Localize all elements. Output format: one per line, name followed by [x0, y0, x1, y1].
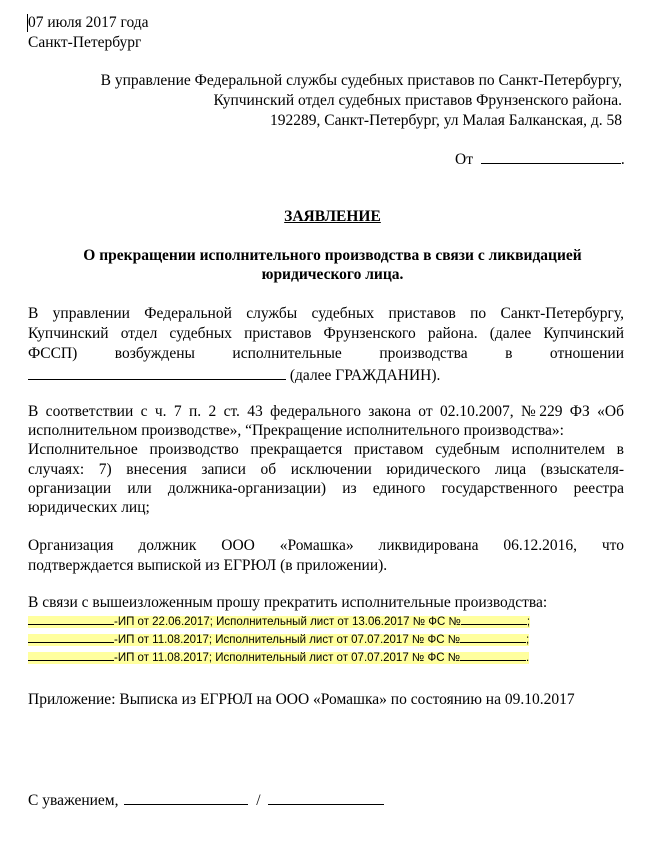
request-item: [28, 630, 529, 649]
signature-block: [28, 790, 384, 810]
writ-number-blank: [460, 649, 526, 661]
signature-name-blank: [268, 790, 384, 805]
case-number-blank: [28, 613, 114, 625]
para3-line-2: подтверждается выпиской из ЕГРЮЛ (в приложении).: [28, 557, 388, 574]
from-end: .: [620, 151, 625, 168]
request-item-end: .: [526, 652, 530, 664]
para2-line-5: организации или должника-организации) из единого государственного реестра: [28, 480, 624, 497]
para2-line-4: случаях: 7) внесения записи об исключении юридического лица (взыскателя-: [28, 461, 624, 478]
signature-separator: /: [256, 792, 261, 809]
request-item-highlight: [28, 634, 529, 646]
case-number-blank: [28, 631, 114, 643]
para1-line-1: В управлении Федеральной службы судебных приставов по Санкт-Петербургу,: [28, 305, 624, 322]
request-item-highlight: [28, 616, 530, 628]
document-title: ЗАЯВЛЕНИЕ: [284, 208, 381, 225]
subtitle-line-1: О прекращении исполнительного производства в связи с ликвидацией: [83, 247, 582, 264]
addressee-line-2: Купчинский отдел судебных приставов Фрунзенского района.: [213, 92, 622, 109]
subject-name-blank: [28, 365, 286, 380]
para2-line-3: Исполнительное производство прекращается приставом судебным исполнителем в: [28, 441, 624, 458]
addressee-line-3: 192289, Санкт-Петербург, ул Малая Балканская, д. 58: [270, 112, 622, 129]
subtitle-line-2: юридического лица.: [261, 266, 404, 283]
para2-line-6: юридических лиц;: [28, 499, 150, 516]
document-date: 07 июля 2017 года: [28, 14, 149, 31]
request-item: [28, 612, 530, 631]
document-city: Санкт-Петербург: [28, 34, 142, 51]
writ-number-blank: [460, 631, 526, 643]
from-blank: [481, 149, 621, 164]
request-item-highlight: [28, 652, 529, 664]
addressee-line-1: В управление Федеральной службы судебных приставов по Санкт-Петербургу,: [100, 72, 622, 89]
para1-line-2: Купчинский отдел судебных приставов Фрунзенского района. (далее Купчинский: [28, 325, 624, 342]
para3-line-1: Организация должник ООО «Ромашка» ликвидирована 06.12.2016, что: [28, 537, 624, 554]
para1-line-4: [28, 365, 440, 385]
case-number-blank: [28, 649, 114, 661]
from-field: [455, 149, 625, 169]
signature-blank: [124, 790, 248, 805]
request-intro: В связи с вышеизложенным прошу прекратить исполнительные производства:: [28, 594, 548, 611]
request-item-text: -ИП от 11.08.2017; Исполнительный лист от 07.07.2017 № ФС №: [114, 634, 461, 646]
para2-line-2: исполнительном производстве», “Прекращение исполнительного производства»:: [28, 422, 564, 439]
attachment-note: Приложение: Выписка из ЕГРЮЛ на ООО «Ромашка» по состоянию на 09.10.2017: [28, 691, 575, 708]
request-item-text: -ИП от 11.08.2017; Исполнительный лист от 07.07.2017 № ФС №: [114, 652, 461, 664]
para1-line-3: ФССП) возбуждены исполнительные производства в отношении: [28, 345, 624, 362]
request-item: [28, 648, 529, 667]
request-item-end: ;: [526, 616, 531, 628]
writ-number-blank: [461, 613, 527, 625]
from-label: От: [455, 151, 473, 168]
request-item-text: -ИП от 22.06.2017; Исполнительный лист от 13.06.2017 № ФС №: [114, 616, 461, 628]
para2-line-1: В соответствии с ч. 7 п. 2 ст. 43 федерального закона от 02.10.2007, №229 ФЗ «Об: [28, 403, 624, 420]
request-item-end: ;: [526, 634, 530, 646]
para1-line-4-tail: (далее ГРАЖДАНИН).: [286, 367, 441, 384]
signature-label: С уважением,: [28, 792, 119, 809]
